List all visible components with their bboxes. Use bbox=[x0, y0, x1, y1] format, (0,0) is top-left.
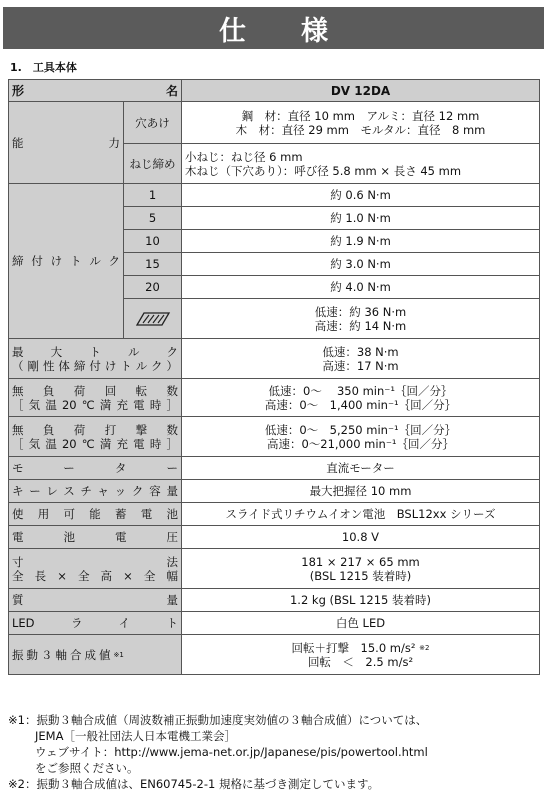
battery-row bbox=[9, 503, 540, 526]
torque-value: 約 4.0 N·m bbox=[182, 276, 540, 299]
dimensions-label-right: 法 bbox=[166, 554, 178, 569]
speed-low: 低速：0〜 350 min⁻¹｛回／分｝ bbox=[268, 383, 453, 398]
capacity-label-left: 能 bbox=[12, 135, 24, 150]
drilling-line-2: 木 材：直径 29 mm モルタル：直径 8 mm bbox=[235, 122, 486, 137]
impact-label-1: 無負荷打撃数 bbox=[12, 422, 178, 437]
vibration-line-2: 回転 ＜ 2.5 m/s² bbox=[307, 654, 414, 669]
torque-label: 締付けトルク bbox=[9, 184, 124, 339]
max-torque-high: 高速：17 N·m bbox=[322, 358, 399, 373]
dimensions-value bbox=[182, 549, 540, 589]
max-torque-row bbox=[9, 339, 540, 379]
footnote-1: ※1：振動３軸合成値（周波数補正振動加速度実効値の３軸合成値）については、 bbox=[8, 713, 428, 727]
impact-low: 低速：0〜 5,250 min⁻¹｛回／分｝ bbox=[264, 422, 457, 437]
max-torque-low: 低速：38 N·m bbox=[322, 344, 399, 359]
voltage-label: 電池電圧 bbox=[9, 526, 182, 549]
motor-row bbox=[9, 457, 540, 480]
drill-mode-icon bbox=[124, 299, 182, 339]
vibration-row bbox=[9, 635, 540, 675]
mass-label-left: 質 bbox=[12, 593, 24, 607]
vibration-line-1: 回転＋打撃 15.0 m/s² bbox=[291, 640, 416, 655]
speed-label bbox=[9, 379, 182, 417]
battery-label: 使用可能蓄電池 bbox=[9, 503, 182, 526]
max-torque-label-2: （剛性体締付けトルク） bbox=[12, 358, 178, 373]
max-torque-label bbox=[9, 339, 182, 379]
impact-row bbox=[9, 417, 540, 457]
speed-row bbox=[9, 379, 540, 417]
speed-label-2: ［気温20℃満充電時］ bbox=[12, 397, 178, 412]
footnotes bbox=[8, 712, 544, 792]
impact-label bbox=[9, 417, 182, 457]
voltage-row bbox=[9, 526, 540, 549]
impact-label-2: ［気温20℃満充電時］ bbox=[12, 436, 178, 451]
led-label: LEDライト bbox=[9, 612, 182, 635]
max-torque-label-1: 最大トルク bbox=[12, 344, 178, 359]
motor-label: モーター bbox=[9, 457, 182, 480]
drilling-line-1: 鋼 材：直径 10 mm アルミ：直径 12 mm bbox=[241, 108, 480, 123]
model-row bbox=[9, 80, 540, 102]
dimensions-row bbox=[9, 549, 540, 589]
impact-high: 高速：0〜21,000 min⁻¹｛回／分｝ bbox=[266, 436, 455, 451]
footnote-1-website: ウェブサイト：http://www.jema-net.or.jp/Japanese/pis/powertool.html bbox=[35, 745, 428, 759]
spec-table bbox=[8, 79, 540, 675]
torque-value: 約 1.0 N·m bbox=[182, 207, 540, 230]
keyless-row bbox=[9, 480, 540, 503]
screwing-label: ねじ締め bbox=[124, 144, 182, 184]
motor-value: 直流モーター bbox=[182, 457, 540, 480]
footnote-2: ※2：振動３軸合成値は、EN60745-2-1 規格に基づき測定しています。 bbox=[8, 777, 380, 791]
page-title: 仕 様 bbox=[3, 7, 544, 49]
torque-value: 約 3.0 N·m bbox=[182, 253, 540, 276]
keyless-value: 最大把握径 10 mm bbox=[182, 480, 540, 503]
screwing-value bbox=[182, 144, 540, 184]
footnote-1-org: JEMA［一般社団法人日本電機工業会］ bbox=[35, 729, 236, 743]
mass-row bbox=[9, 589, 540, 612]
vibration-label-text: 振動３軸合成値 bbox=[12, 647, 114, 662]
dimensions-value-1: 181 × 217 × 65 mm bbox=[301, 554, 420, 569]
capacity-label-right: 力 bbox=[108, 135, 120, 150]
vibration-value bbox=[182, 635, 540, 675]
model-label-cell bbox=[9, 80, 182, 102]
drill-torque-value bbox=[182, 299, 540, 339]
dimensions-label bbox=[9, 549, 182, 589]
speed-value bbox=[182, 379, 540, 417]
keyless-label: キーレスチャック容量 bbox=[9, 480, 182, 503]
led-row bbox=[9, 612, 540, 635]
model-label-left: 形 bbox=[12, 83, 25, 98]
drill-torque-high: 高速：約 14 N·m bbox=[314, 318, 407, 333]
torque-step: 20 bbox=[124, 276, 182, 299]
screwing-line-2: 木ねじ（下穴あり）：呼び径 5.8 mm × 長さ 45 mm bbox=[185, 163, 462, 178]
vibration-label-mark: ※1 bbox=[113, 650, 124, 659]
voltage-value: 10.8 V bbox=[182, 526, 540, 549]
dimensions-value-2: (BSL 1215 装着時) bbox=[309, 568, 412, 583]
section-heading: 1. 工具本体 bbox=[10, 61, 77, 74]
impact-value bbox=[182, 417, 540, 457]
model-name: DV 12DA bbox=[182, 80, 540, 102]
led-value: 白色 LED bbox=[182, 612, 540, 635]
mass-label-right: 量 bbox=[166, 593, 178, 607]
footnote-1-end: をご参照ください。 bbox=[35, 761, 139, 775]
capacity-label bbox=[9, 102, 124, 184]
torque-step: 5 bbox=[124, 207, 182, 230]
vibration-label bbox=[9, 635, 182, 675]
drilling-value bbox=[182, 102, 540, 144]
torque-value: 約 1.9 N·m bbox=[182, 230, 540, 253]
drill-torque-low: 低速：約 36 N·m bbox=[314, 304, 407, 319]
speed-high: 高速：0〜 1,400 min⁻¹｛回／分｝ bbox=[264, 397, 457, 412]
torque-step: 1 bbox=[124, 184, 182, 207]
mass-label bbox=[9, 589, 182, 612]
drilling-label: 穴あけ bbox=[124, 102, 182, 144]
dimensions-label-left: 寸 bbox=[12, 554, 24, 569]
max-torque-value bbox=[182, 339, 540, 379]
screwing-line-1: 小ねじ：ねじ径 6 mm bbox=[185, 149, 303, 164]
torque-row-1 bbox=[9, 184, 540, 207]
battery-value: スライド式リチウムイオン電池 BSL12xx シリーズ bbox=[182, 503, 540, 526]
capacity-drilling-row bbox=[9, 102, 540, 144]
torque-step: 15 bbox=[124, 253, 182, 276]
vibration-line-1-mark: ※2 bbox=[419, 643, 430, 652]
mass-value: 1.2 kg (BSL 1215 装着時) bbox=[182, 589, 540, 612]
model-label-right: 名 bbox=[165, 83, 178, 98]
dimensions-label-2: 全長×全高×全幅 bbox=[12, 568, 178, 583]
torque-step: 10 bbox=[124, 230, 182, 253]
speed-label-1: 無負荷回転数 bbox=[12, 383, 178, 398]
torque-value: 約 0.6 N·m bbox=[182, 184, 540, 207]
